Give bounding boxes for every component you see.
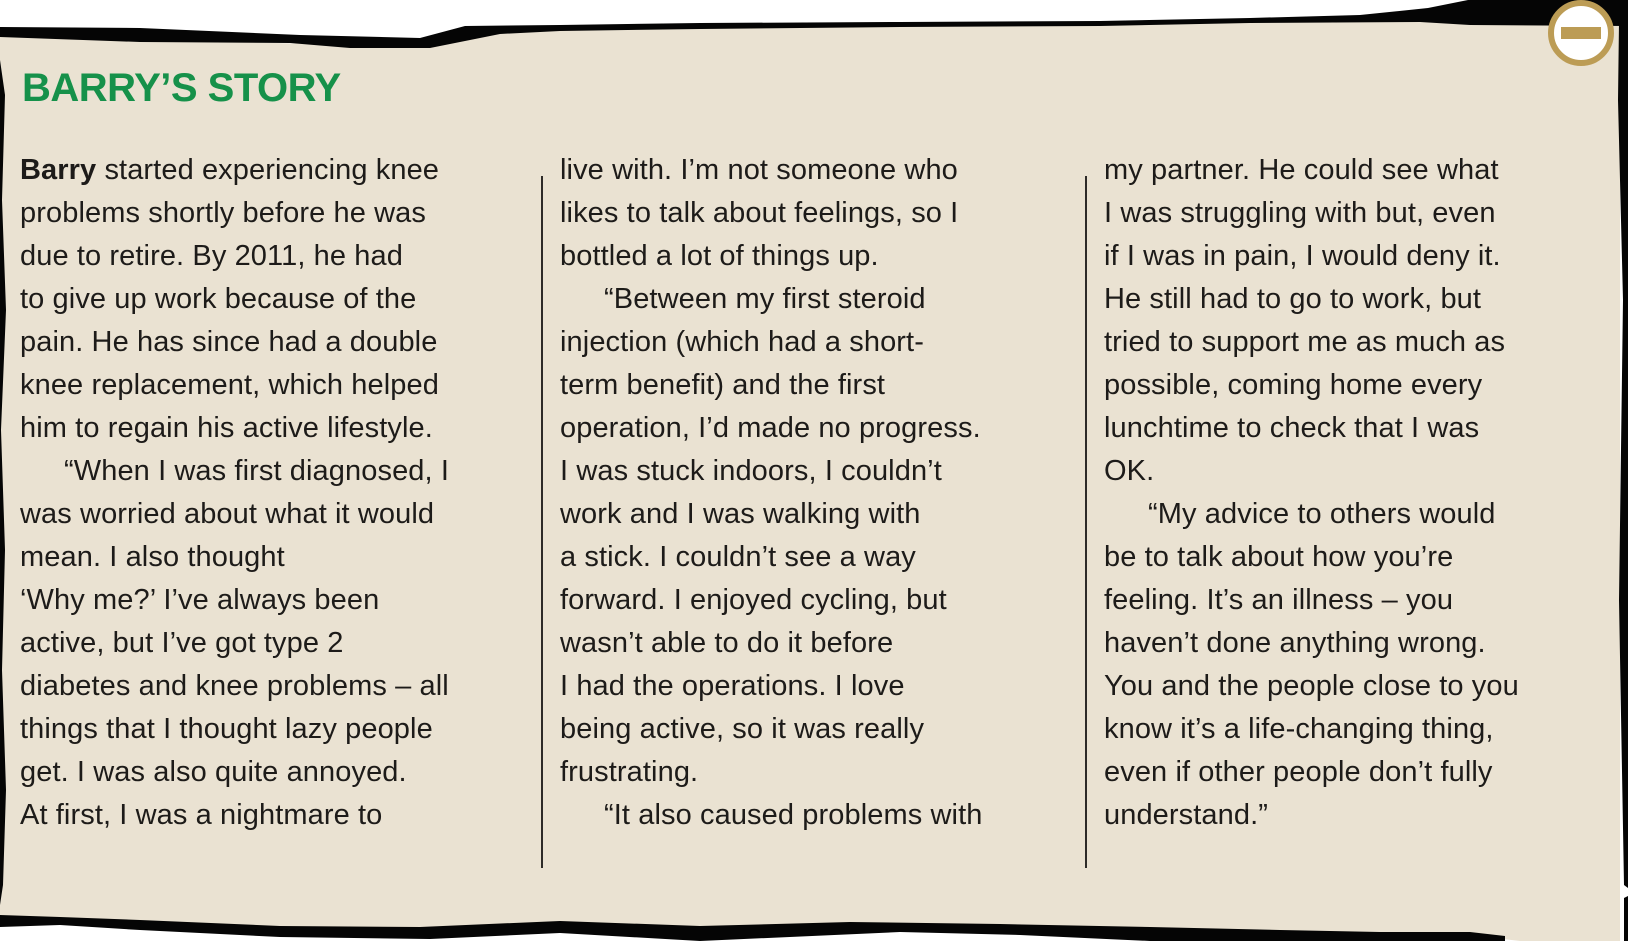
text-line: was worried about what it would [20, 498, 435, 530]
text-line: bottled a lot of things up. [560, 240, 879, 272]
text-line: operation, I’d made no progress. [560, 412, 981, 444]
text-line: work and I was walking with [560, 498, 921, 530]
text-line: him to regain his active lifestyle. [20, 412, 433, 444]
text-line: mean. I also thought [20, 541, 285, 573]
story-column-1 [20, 149, 530, 837]
page-title: BARRY’S STORY [22, 66, 341, 110]
text-line: “When I was first diagnosed, I [64, 455, 449, 487]
text-line: if I was in pain, I would deny it. [1104, 240, 1501, 272]
text-line: know it’s a life-changing thing, [1104, 713, 1494, 745]
text-line: haven’t done anything wrong. [1104, 627, 1486, 659]
text-line: He still had to go to work, but [1104, 283, 1482, 315]
text-line: I had the operations. I love [560, 670, 905, 702]
text-line: I was struggling with but, even [1104, 197, 1496, 229]
text-line: to give up work because of the [20, 283, 417, 315]
text-line: term benefit) and the first [560, 369, 886, 401]
text-line: I was stuck indoors, I couldn’t [560, 455, 942, 487]
text-line: possible, coming home every [1104, 369, 1483, 401]
story-column-2 [560, 149, 1070, 837]
text-line: You and the people close to you [1104, 670, 1519, 702]
text-line: knee replacement, which helped [20, 369, 439, 401]
text-line: lunchtime to check that I was [1104, 412, 1480, 444]
text-line: OK. [1104, 455, 1155, 487]
text-line: get. I was also quite annoyed. [20, 756, 407, 788]
minus-icon [1561, 27, 1601, 39]
text-line: injection (which had a short- [560, 326, 924, 358]
text-line: live with. I’m not someone who [560, 154, 958, 186]
text-line: my partner. He could see what [1104, 154, 1499, 186]
text-line: understand.” [1104, 799, 1269, 831]
text-line: “It also caused problems with [604, 799, 983, 831]
text-line: be to talk about how you’re [1104, 541, 1454, 573]
text-line: things that I thought lazy people [20, 713, 433, 745]
text-line: a stick. I couldn’t see a way [560, 541, 916, 573]
text-line: likes to talk about feelings, so I [560, 197, 959, 229]
text-line: feeling. It’s an illness – you [1104, 584, 1454, 616]
text-line: diabetes and knee problems – all [20, 670, 449, 702]
text-line: forward. I enjoyed cycling, but [560, 584, 947, 616]
lead-word: Barry [20, 154, 97, 186]
text-line: problems shortly before he was [20, 197, 426, 229]
text-line: frustrating. [560, 756, 699, 788]
text-line: pain. He has since had a double [20, 326, 438, 358]
text-line: At first, I was a nightmare to [20, 799, 383, 831]
text-line: being active, so it was really [560, 713, 925, 745]
text-line: due to retire. By 2011, he had [20, 240, 403, 272]
text-line: “Between my first steroid [604, 283, 926, 315]
column-divider [541, 176, 543, 868]
text-line: ‘Why me?’ I’ve always been [20, 584, 380, 616]
text-line: “My advice to others would [1148, 498, 1496, 530]
story-column-3 [1104, 149, 1614, 837]
text-line: tried to support me as much as [1104, 326, 1506, 358]
column-divider [1085, 176, 1087, 868]
text-line: wasn’t able to do it before [560, 627, 894, 659]
text-line: even if other people don’t fully [1104, 756, 1493, 788]
collapse-button[interactable] [1548, 0, 1614, 66]
text-line: Barry started experiencing knee [20, 154, 440, 186]
text-line: active, but I’ve got type 2 [20, 627, 344, 659]
